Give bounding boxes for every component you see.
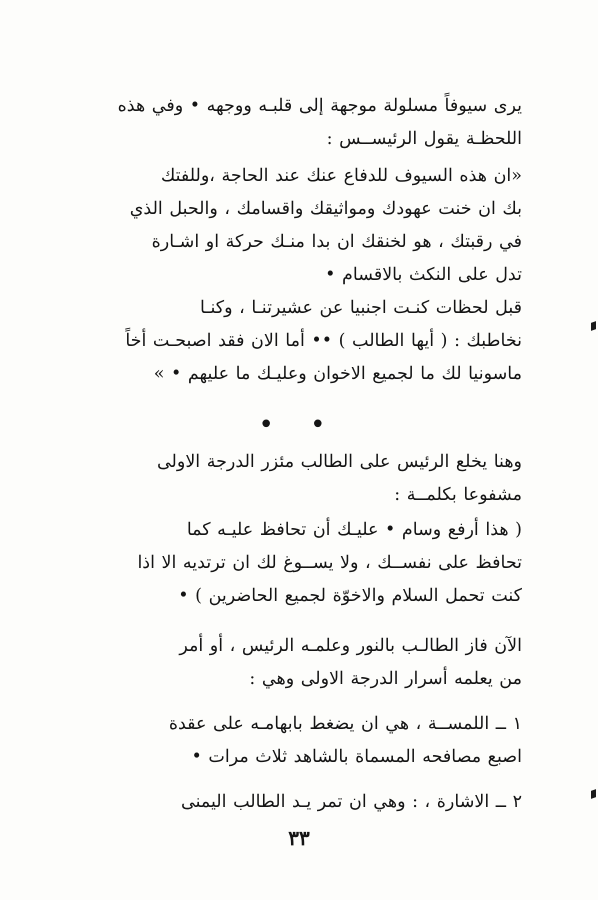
paragraph-1 xyxy=(92,90,522,156)
paragraph-8 xyxy=(92,786,522,819)
text-line: ( هذا أرفع وسام • عليـك أن تحافظ عليـه كما xyxy=(186,520,522,540)
text-line: من يعلمه أسرار الدرجة الاولى وهي : xyxy=(249,669,522,689)
paragraph-5 xyxy=(92,514,522,613)
text-line: اللحظـة يقول الرئيســس : xyxy=(326,129,522,149)
text-line: بك ان خنت عهودك ومواثيقك واقسامك ، والحبل الذي xyxy=(129,199,522,219)
text-line: ١ ــ اللمســة ، هي ان يضغط بابهامـه على عقدة xyxy=(168,714,522,734)
paragraph-4 xyxy=(92,446,522,512)
text-line: تحافظ على نفســك ، ولا يســوغ لك ان ترتديه الا اذا xyxy=(137,553,522,573)
paragraph-3 xyxy=(92,292,522,391)
text-line: يرى سيوفاً مسلولة موجهة إلى قلبـه ووجهه • وفي هذه xyxy=(117,96,522,116)
text-line: ماسونيا لك ما لجميع الاخوان وعليـك ما عليهم • » xyxy=(153,364,522,384)
text-line: اصبع مصافحه المسماة بالشاهد ثلاث مرات • xyxy=(191,747,522,767)
text-line: «ان هذه السيوف للدفاع عنك عند الحاجة ،وللفتك xyxy=(160,166,522,186)
text-line: كنت تحمل السلام والاخوّة لجميع الحاضرين ) • xyxy=(178,586,522,606)
text-line: وهنا يخلع الرئيس على الطالب مئزر الدرجة الاولى xyxy=(156,452,522,472)
text-line: الآن فاز الطالـب بالنور وعلمـه الرئيس ، أو أمر xyxy=(179,636,522,656)
text-line: نخاطبك : ( أيها الطالب ) •• أما الان فقد اصبحـت أخاً xyxy=(125,331,522,351)
scan-edge-mark xyxy=(591,321,596,331)
paragraph-7 xyxy=(92,708,522,774)
section-divider: • • xyxy=(258,410,340,440)
text-line: ٢ ــ الاشارة ، : وهي ان تمر يـد الطالب اليمنى xyxy=(181,792,522,812)
paragraph-2 xyxy=(92,160,522,292)
scan-edge-mark xyxy=(591,789,596,799)
text-line: في رقبتك ، هو لخنقك ان بدا منـك حركة او اشـارة xyxy=(151,232,522,252)
paragraph-6 xyxy=(92,630,522,696)
text-line: مشفوعا بكلمــة : xyxy=(394,485,522,505)
text-line: قبل لحظات كنـت اجنبيا عن عشيرتنـا ، وكنـا xyxy=(200,298,522,318)
text-line: تدل على النكث بالاقسام • xyxy=(325,265,522,285)
page-number: ٣٣ xyxy=(288,826,310,850)
